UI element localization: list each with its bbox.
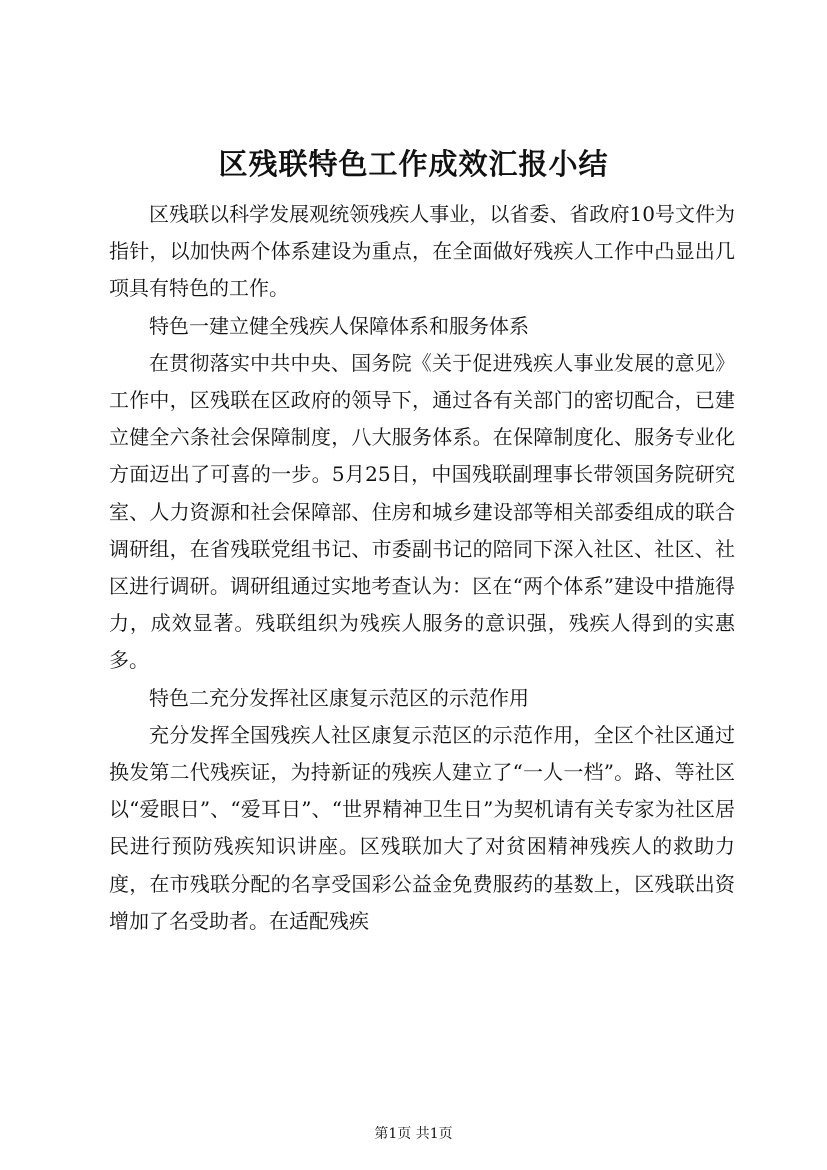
paragraph-intro: 区残联以科学发展观统领残疾人事业，以省委、省政府10号文件为指针，以加快两个体系建设为重点，在全面做好残疾人工作中凸显出几项具有特色的工作。 <box>109 202 735 301</box>
document-body <box>109 196 735 940</box>
paragraph-feature-two: 充分发挥全国残疾人社区康复示范区的示范作用，全区个社区通过换发第二代残疾证，为持新证的残疾人建立了“一人一档”。路、等社区以“爱眼日”、“爱耳日”、“世界精神卫生日”为契机请有关专家为社区居民进行预防残疾知识讲座。区残联加大了对贫困精神残疾人的救助力度，在市残联分配的名享受国彩公益金免费服药的基数上，区残联出资增加了名受助者。在适配残疾 <box>109 722 735 933</box>
document-title: 区残联特色工作成效汇报小结 <box>218 147 609 181</box>
page-footer: 第1页 共1页 <box>374 1126 453 1142</box>
section-heading-feature-two: 特色二充分发挥社区康复示范区的示范作用 <box>149 685 529 710</box>
section-heading-feature-one: 特色一建立健全残疾人保障体系和服务体系 <box>149 313 529 338</box>
paragraph-feature-one: 在贯彻落实中共中央、国务院《关于促进残疾人事业发展的意见》工作中，区残联在区政府的领导下，通过各有关部门的密切配合，已建立健全六条社会保障制度，八大服务体系。在保障制度化、服务专业化方面迈出了可喜的一步。5月25日，中国残联副理事长带领国务院研究室、人力资源和社会保障部、住房和城乡建设部等相关部委组成的联合调研组，在省残联党组书记、市委副书记的陪同下深入社区、社区、社区进行调研。调研组通过实地考查认为：区在“两个体系”建设中措施得力，成效显著。残联组织为残疾人服务的意识强，残疾人得到的实惠多。 <box>109 350 735 673</box>
